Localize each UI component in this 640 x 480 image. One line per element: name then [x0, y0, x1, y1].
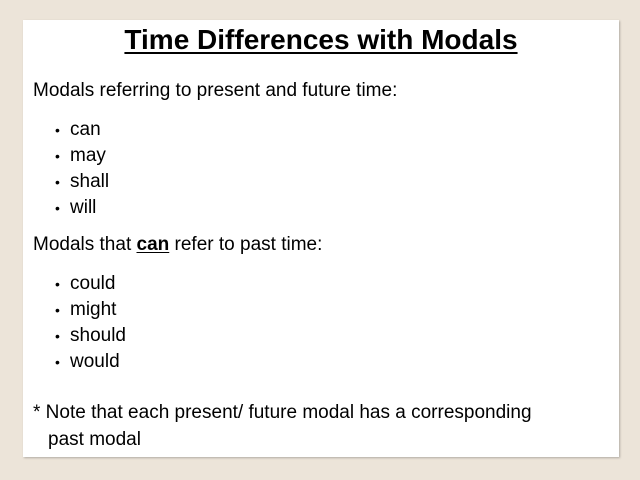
bullet-icon: •	[55, 354, 60, 370]
slide-card	[23, 20, 619, 457]
past-modals-list	[55, 271, 126, 375]
list-item	[55, 169, 109, 195]
list-item	[55, 143, 109, 169]
list-item-label: may	[70, 145, 106, 166]
list-item-label: should	[70, 325, 126, 346]
bullet-icon: •	[55, 148, 60, 164]
list-item-label: could	[70, 273, 116, 294]
list-item	[55, 195, 109, 221]
bullet-icon: •	[55, 302, 60, 318]
present-modals-list	[55, 117, 109, 221]
list-item-label: can	[70, 119, 101, 140]
past-heading-emphasis: can	[136, 234, 170, 255]
past-heading-prefix: Modals that	[33, 234, 137, 255]
footnote	[33, 399, 613, 453]
list-item	[55, 297, 126, 323]
past-heading-suffix: refer to past time:	[169, 234, 323, 255]
bullet-icon: •	[55, 122, 60, 138]
list-item-label: will	[70, 197, 97, 218]
list-item	[55, 349, 126, 375]
bullet-icon: •	[55, 200, 60, 216]
present-modals-heading: Modals referring to present and future time:	[33, 80, 398, 101]
bullet-icon: •	[55, 276, 60, 292]
footnote-line-2: past modal	[48, 429, 141, 450]
list-item-label: shall	[70, 171, 110, 192]
list-item	[55, 323, 126, 349]
list-item-label: might	[70, 299, 117, 320]
past-modals-heading	[33, 233, 322, 257]
list-item-label: would	[70, 351, 120, 372]
bullet-icon: •	[55, 174, 60, 190]
list-item	[55, 271, 126, 297]
footnote-line-1: * Note that each present/ future modal has a corresponding	[33, 402, 532, 423]
slide-title: Time Differences with Modals	[124, 24, 518, 55]
list-item	[55, 117, 109, 143]
bullet-icon: •	[55, 328, 60, 344]
